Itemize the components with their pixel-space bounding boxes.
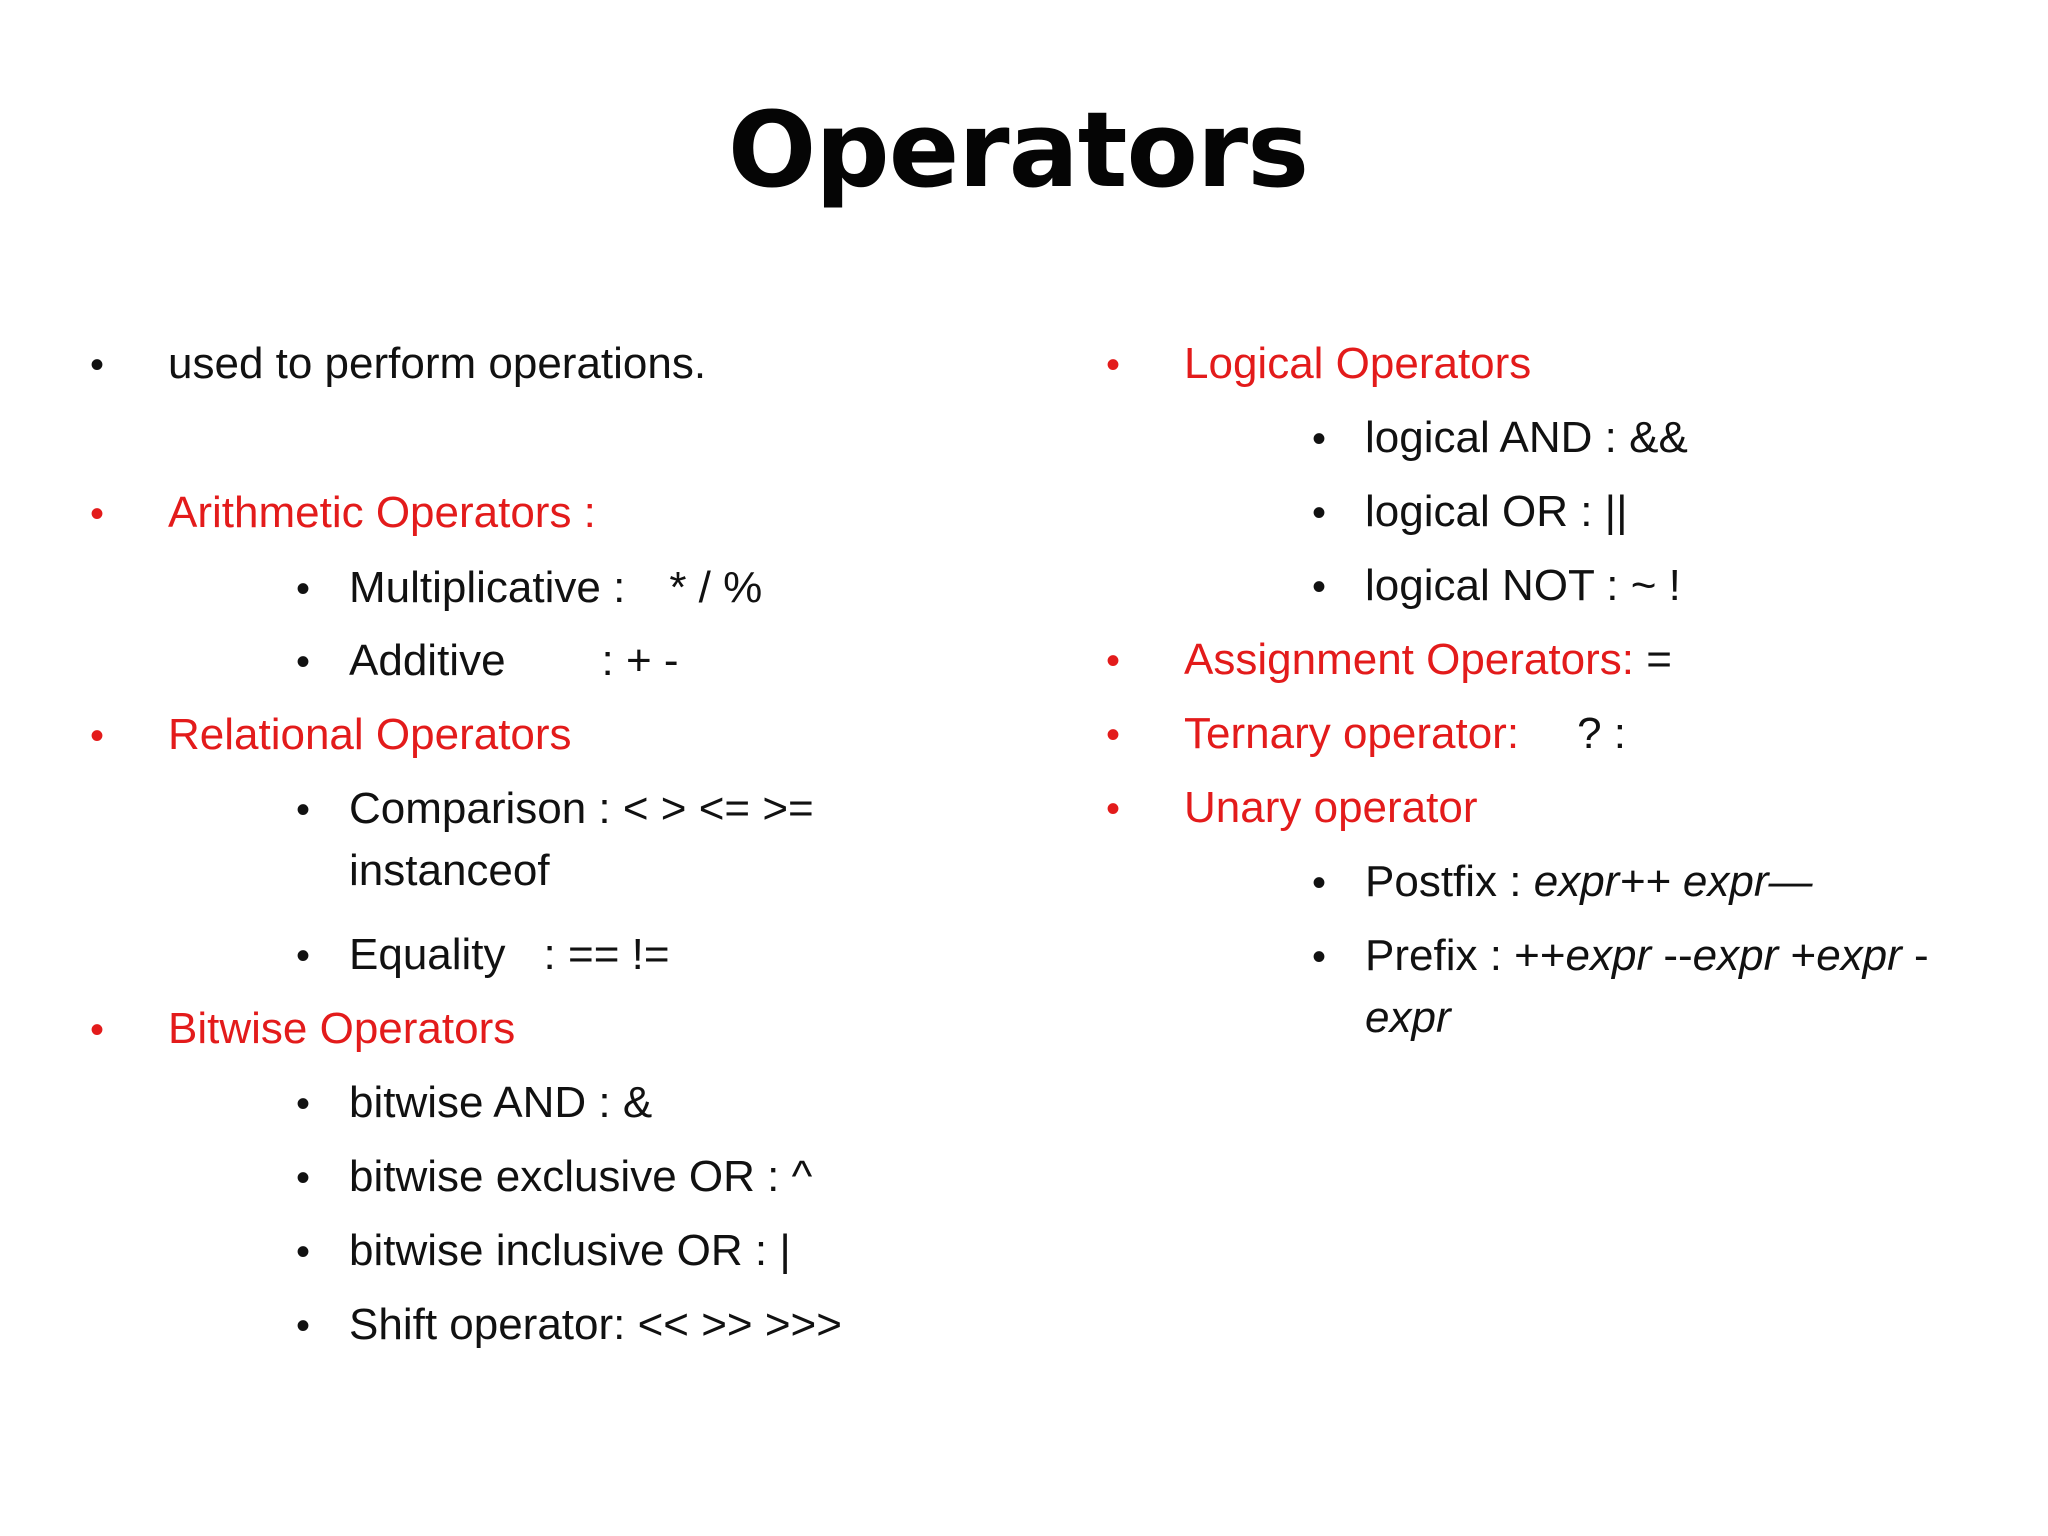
additive-ops: : + -	[601, 636, 679, 685]
additive-item	[349, 636, 679, 685]
bullet: •	[1106, 787, 1121, 831]
shift-item: Shift operator: << >> >>>	[349, 1300, 842, 1349]
bullet: •	[296, 567, 311, 611]
bullet: •	[296, 1156, 311, 1200]
prefix-line2: expr	[1365, 993, 1451, 1042]
bitwise-heading: Bitwise Operators	[168, 1004, 516, 1053]
prefix-op-plus: +	[1778, 931, 1817, 980]
bullet: •	[296, 1230, 311, 1274]
prefix-op-increment: ++	[1514, 931, 1566, 980]
assignment-heading: Assignment Operators:	[1184, 635, 1634, 684]
equality-label: Equality	[349, 930, 506, 979]
prefix-op-minus: -	[1901, 931, 1929, 980]
equality-ops: : == !=	[543, 930, 670, 979]
logical-and-item: logical AND : &&	[1365, 413, 1688, 462]
bullet: •	[90, 492, 105, 536]
bullet: •	[296, 934, 311, 978]
bullet: •	[296, 1304, 311, 1348]
bullet: •	[1106, 713, 1121, 757]
prefix-op-decrement: --	[1651, 931, 1693, 980]
logical-heading: Logical Operators	[1184, 339, 1532, 388]
bitwise-or-item: bitwise inclusive OR : |	[349, 1226, 791, 1275]
bitwise-xor-item: bitwise exclusive OR : ^	[349, 1152, 813, 1201]
additive-label: Additive	[349, 636, 506, 685]
prefix-expr: expr	[1565, 931, 1652, 980]
ternary-item	[1184, 709, 1626, 758]
equality-item	[349, 930, 670, 979]
bullet: •	[296, 1082, 311, 1126]
bullet: •	[90, 343, 105, 387]
assignment-ops: =	[1646, 635, 1672, 684]
postfix-label: Postfix :	[1365, 857, 1534, 906]
intro-text: used to perform operations.	[168, 339, 707, 388]
bullet: •	[296, 640, 311, 684]
multiplicative-ops: * / %	[669, 563, 763, 612]
prefix-label: Prefix :	[1365, 931, 1515, 980]
comparison-line1: Comparison : < > <= >=	[349, 784, 814, 833]
bullet: •	[90, 1008, 105, 1052]
bullet: •	[1312, 417, 1327, 461]
bullet: •	[1312, 935, 1327, 979]
bullet: •	[1106, 639, 1121, 683]
multiplicative-item	[349, 563, 763, 612]
bullet: •	[296, 788, 311, 832]
postfix-ops: expr++ expr—	[1533, 857, 1813, 906]
prefix-expr: expr	[1692, 931, 1779, 980]
postfix-item	[1365, 857, 1813, 906]
assignment-item	[1184, 635, 1672, 684]
relational-heading: Relational Operators	[168, 710, 572, 759]
logical-not-item: logical NOT : ~ !	[1365, 561, 1681, 610]
bullet: •	[1312, 491, 1327, 535]
prefix-expr: expr	[1816, 931, 1902, 980]
slide-title: Operators	[727, 89, 1309, 211]
bullet: •	[90, 714, 105, 758]
prefix-line1	[1365, 931, 1929, 980]
unary-heading: Unary operator	[1184, 783, 1478, 832]
multiplicative-label: Multiplicative :	[349, 563, 626, 612]
bullet: •	[1312, 861, 1327, 905]
bullet: •	[1106, 343, 1121, 387]
comparison-line2: instanceof	[349, 846, 550, 895]
arithmetic-heading: Arithmetic Operators :	[168, 488, 596, 537]
bitwise-and-item: bitwise AND : &	[349, 1078, 653, 1127]
bullet: •	[1312, 565, 1327, 609]
ternary-ops: ? :	[1577, 709, 1626, 758]
ternary-heading: Ternary operator:	[1184, 709, 1520, 758]
logical-or-item: logical OR : ||	[1365, 487, 1628, 536]
